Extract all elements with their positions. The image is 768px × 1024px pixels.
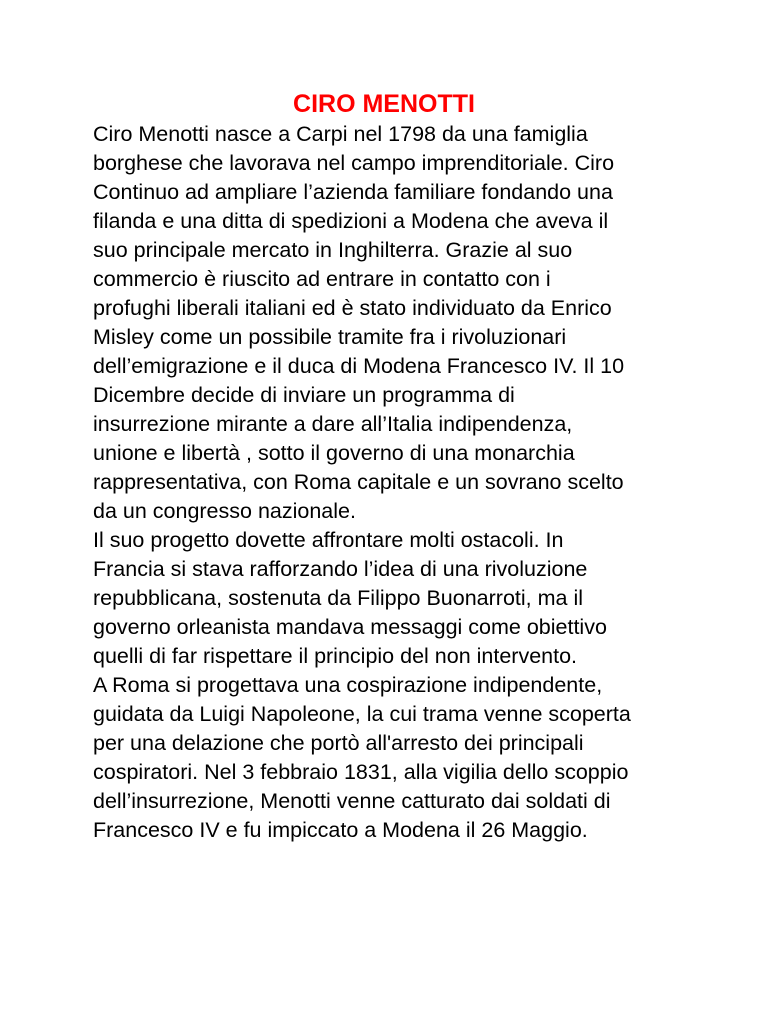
text-line: guidata da Luigi Napoleone, la cui trama venne scoperta xyxy=(93,702,631,726)
text-line: Misley come un possibile tramite fra i rivoluzionari xyxy=(93,325,567,349)
text-line: dell’insurrezione, Menotti venne catturato dai soldati di xyxy=(93,789,611,813)
text-line: profughi liberali italiani ed è stato individuato da Enrico xyxy=(93,296,612,320)
text-line: suo principale mercato in Inghilterra. Grazie al suo xyxy=(93,238,573,262)
text-line: quelli di far rispettare il principio del non intervento. xyxy=(93,644,578,668)
paragraph-3 xyxy=(93,671,693,845)
text-line: Francesco IV e fu impiccato a Modena il 26 Maggio. xyxy=(93,818,588,842)
text-line: Continuo ad ampliare l’azienda familiare fondando una xyxy=(93,180,613,204)
document-title: CIRO MENOTTI xyxy=(293,90,475,118)
text-line: repubblicana, sostenuta da Filippo Buonarroti, ma il xyxy=(93,586,584,610)
text-line: Francia si stava rafforzando l’idea di una rivoluzione xyxy=(93,557,588,581)
text-line: rappresentativa, con Roma capitale e un sovrano scelto xyxy=(93,470,624,494)
text-line: unione e libertà , sotto il governo di una monarchia xyxy=(93,441,575,465)
paragraph-2 xyxy=(93,526,693,671)
text-line: Il suo progetto dovette affrontare molti ostacoli. In xyxy=(93,528,564,552)
text-line: per una delazione che portò all'arresto dei principali xyxy=(93,731,584,755)
text-line: filanda e una ditta di spedizioni a Modena che aveva il xyxy=(93,209,609,233)
text-line: cospiratori. Nel 3 febbraio 1831, alla vigilia dello scoppio xyxy=(93,760,629,784)
text-line: insurrezione mirante a dare all’Italia indipendenza, xyxy=(93,412,573,436)
text-line: da un congresso nazionale. xyxy=(93,499,356,523)
text-line: Ciro Menotti nasce a Carpi nel 1798 da una famiglia xyxy=(93,122,588,146)
text-line: commercio è riuscito ad entrare in contatto con i xyxy=(93,267,551,291)
text-line: borghese che lavorava nel campo imprenditoriale. Ciro xyxy=(93,151,615,175)
text-line: A Roma si progettava una cospirazione indipendente, xyxy=(93,673,603,697)
text-line: Dicembre decide di inviare un programma di xyxy=(93,383,515,407)
document-body xyxy=(93,120,693,845)
text-line: dell’emigrazione e il duca di Modena Francesco IV. Il 10 xyxy=(93,354,625,378)
text-line: governo orleanista mandava messaggi come obiettivo xyxy=(93,615,607,639)
paragraph-1 xyxy=(93,120,693,526)
